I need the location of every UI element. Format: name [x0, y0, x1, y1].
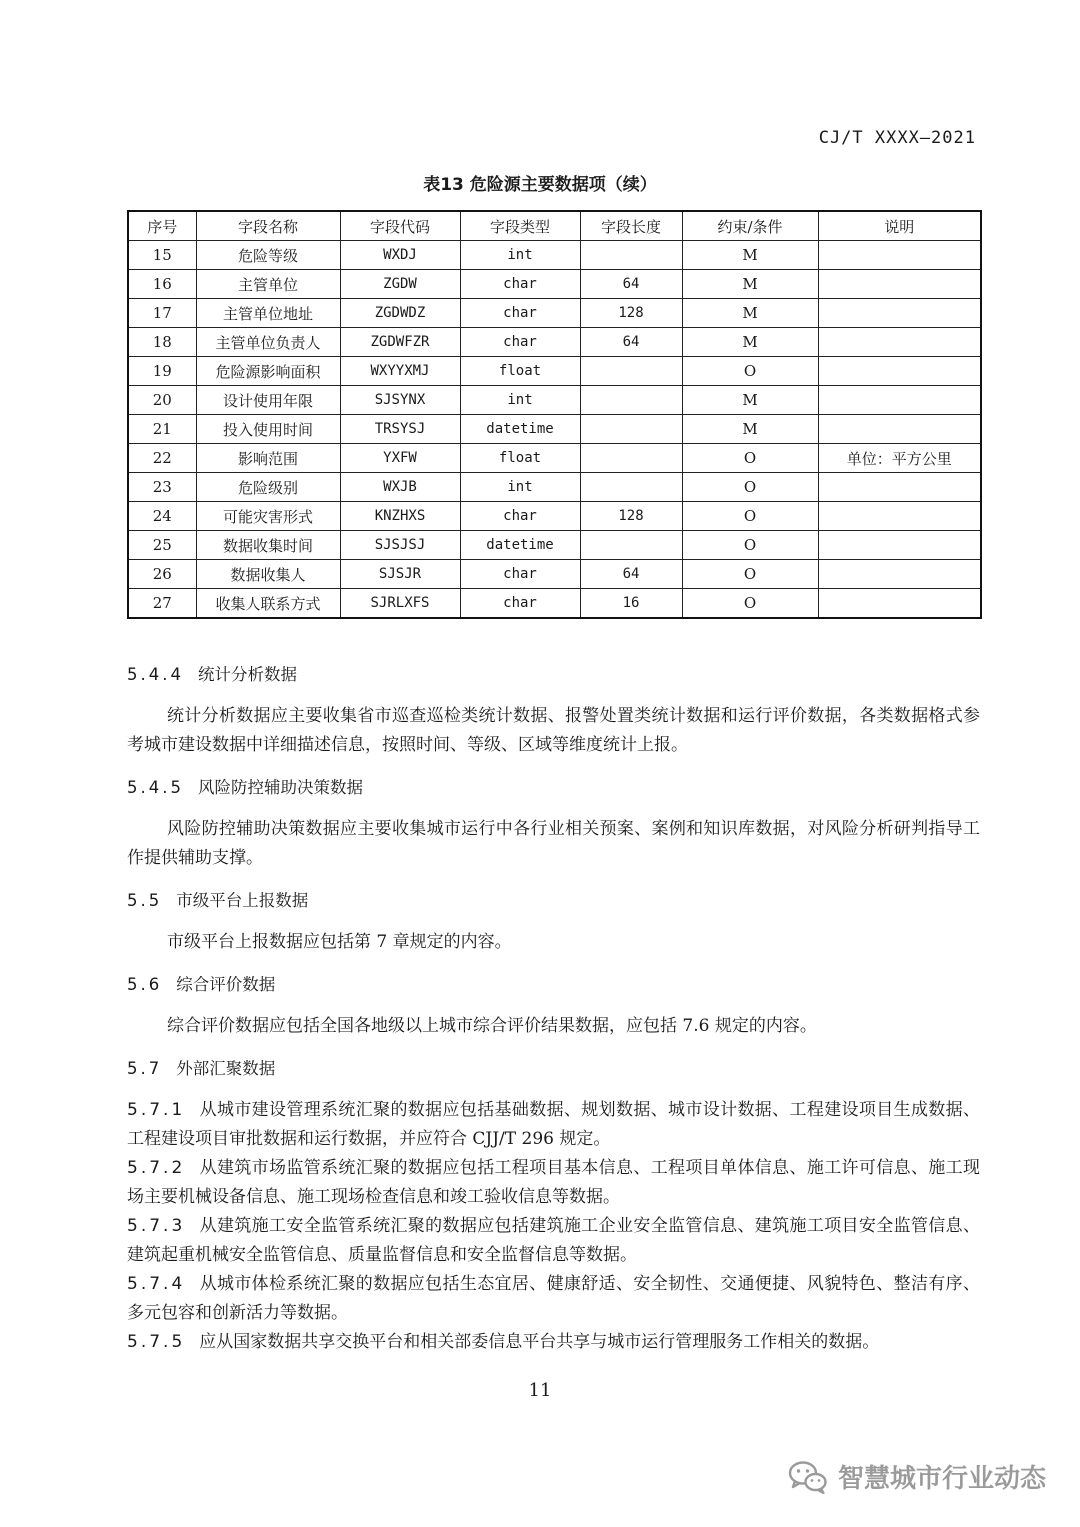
table-cell: 可能灾害形式 [196, 502, 340, 531]
table-cell: 15 [128, 241, 196, 270]
table-cell: ZGDWDZ [340, 299, 460, 328]
table-cell [818, 415, 981, 444]
table-row [128, 473, 981, 502]
section-number: 5.6 [127, 975, 163, 994]
table-cell: O [682, 473, 818, 502]
table-cell: M [682, 299, 818, 328]
table-cell [580, 473, 682, 502]
column-header: 约束/条件 [682, 211, 818, 241]
table-cell: TRSYSJ [340, 415, 460, 444]
item-number: 5.7.5 [127, 1332, 186, 1352]
table-cell: SJRLXFS [340, 589, 460, 619]
table-cell: M [682, 328, 818, 357]
table-cell: char [460, 328, 580, 357]
table-cell: datetime [460, 415, 580, 444]
table-cell [580, 444, 682, 473]
table-cell: O [682, 560, 818, 589]
table-cell [818, 502, 981, 531]
document-code: CJ/T XXXX—2021 [818, 128, 976, 148]
table-cell: 128 [580, 299, 682, 328]
section-heading [127, 773, 980, 802]
table-cell: 危险等级 [196, 241, 340, 270]
list-item [127, 1212, 980, 1270]
table-cell: 26 [128, 560, 196, 589]
table-row [128, 589, 981, 619]
table-row [128, 444, 981, 473]
list-item [127, 1328, 980, 1357]
table-cell [580, 415, 682, 444]
table-cell [580, 531, 682, 560]
list-item [127, 1270, 980, 1328]
section-title: 统计分析数据 [197, 665, 297, 684]
column-header: 字段长度 [580, 211, 682, 241]
table-cell: char [460, 589, 580, 619]
table-cell: 收集人联系方式 [196, 589, 340, 619]
table-cell: int [460, 473, 580, 502]
table-cell [580, 386, 682, 415]
page-number: 11 [528, 1380, 552, 1401]
table-cell: 27 [128, 589, 196, 619]
table-cell: KNZHXS [340, 502, 460, 531]
table-cell: SJSJR [340, 560, 460, 589]
table-cell: 21 [128, 415, 196, 444]
paragraph: 市级平台上报数据应包括第 7 章规定的内容。 [167, 932, 512, 952]
item-number: 5.7.3 [127, 1216, 186, 1236]
table-cell: 16 [128, 270, 196, 299]
table-cell [818, 357, 981, 386]
section-title: 外部汇聚数据 [176, 1059, 276, 1078]
table-cell: 主管单位 [196, 270, 340, 299]
table-cell: int [460, 241, 580, 270]
table-body [128, 241, 981, 619]
table-cell [580, 241, 682, 270]
table-cell [818, 270, 981, 299]
column-header: 序号 [128, 211, 196, 241]
table-cell: char [460, 299, 580, 328]
table-cell: SJSJSJ [340, 531, 460, 560]
table-cell [818, 589, 981, 619]
table-row [128, 531, 981, 560]
table-cell: 128 [580, 502, 682, 531]
table-cell: O [682, 531, 818, 560]
table-cell: 主管单位地址 [196, 299, 340, 328]
table-cell: 25 [128, 531, 196, 560]
item-text: 从城市建设管理系统汇聚的数据应包括基础数据、规划数据、城市设计数据、工程建设项目生成数据、工程建设项目审批数据和运行数据，并应符合 CJJ/T 296 规定。 [127, 1100, 980, 1149]
table-cell: float [460, 444, 580, 473]
table-cell: O [682, 502, 818, 531]
table-cell [818, 328, 981, 357]
table-cell: char [460, 270, 580, 299]
table-cell: O [682, 444, 818, 473]
table-cell: 22 [128, 444, 196, 473]
table-cell: 64 [580, 560, 682, 589]
table-cell: 主管单位负责人 [196, 328, 340, 357]
paragraph: 统计分析数据应主要收集省市巡查巡检类统计数据、报警处置类统计数据和运行评价数据，各类数据格式参考城市建设数据中详细描述信息，按照时间、等级、区域等维度统计上报。 [127, 706, 980, 755]
table-cell [580, 357, 682, 386]
table-cell: WXJB [340, 473, 460, 502]
table-cell: M [682, 386, 818, 415]
table-cell: 64 [580, 270, 682, 299]
section-heading [127, 1054, 980, 1083]
table-cell [818, 473, 981, 502]
item-number: 5.7.4 [127, 1274, 186, 1294]
item-text: 从建筑市场监管系统汇聚的数据应包括工程项目基本信息、工程项目单体信息、施工许可信息、施工现场主要机械设备信息、施工现场检查信息和竣工验收信息等数据。 [127, 1158, 980, 1207]
item-text: 从建筑施工安全监管系统汇聚的数据应包括建筑施工企业安全监管信息、建筑施工项目安全监管信息、建筑起重机械安全监管信息、质量监督信息和安全监督信息等数据。 [127, 1216, 980, 1265]
table-row [128, 415, 981, 444]
table-cell: 投入使用时间 [196, 415, 340, 444]
table-cell: datetime [460, 531, 580, 560]
table-cell [818, 560, 981, 589]
table-cell: 危险源影响面积 [196, 357, 340, 386]
table-row [128, 560, 981, 589]
table-cell [818, 386, 981, 415]
table-cell: M [682, 270, 818, 299]
table-row [128, 357, 981, 386]
table-cell [818, 299, 981, 328]
column-header: 说明 [818, 211, 981, 241]
section-number: 5.5 [127, 891, 163, 910]
table-row [128, 270, 981, 299]
table-cell: M [682, 241, 818, 270]
table-cell: SJSYNX [340, 386, 460, 415]
section-heading [127, 660, 980, 689]
section-title: 市级平台上报数据 [176, 891, 309, 910]
table-cell: 23 [128, 473, 196, 502]
section-title: 风险防控辅助决策数据 [197, 778, 363, 797]
table-cell: 20 [128, 386, 196, 415]
table-cell: 影响范围 [196, 444, 340, 473]
table-row [128, 241, 981, 270]
table-header-row [128, 211, 981, 241]
table-row [128, 502, 981, 531]
table-cell: 19 [128, 357, 196, 386]
body-text [127, 660, 980, 1357]
table-cell: 单位：平方公里 [818, 444, 981, 473]
section-number: 5.7 [127, 1059, 163, 1078]
item-text: 应从国家数据共享交换平台和相关部委信息平台共享与城市运行管理服务工作相关的数据。 [199, 1332, 880, 1352]
table-cell: 数据收集人 [196, 560, 340, 589]
hazard-data-table [127, 210, 982, 619]
column-header: 字段名称 [196, 211, 340, 241]
table-cell: float [460, 357, 580, 386]
section-heading [127, 970, 980, 999]
column-header: 字段代码 [340, 211, 460, 241]
item-text: 从城市体检系统汇聚的数据应包括生态宜居、健康舒适、安全韧性、交通便捷、风貌特色、整洁有序、多元包容和创新活力等数据。 [127, 1274, 980, 1323]
section-number: 5.4.5 [127, 778, 184, 797]
paragraph: 风险防控辅助决策数据应主要收集城市运行中各行业相关预案、案例和知识库数据，对风险分析研判指导工作提供辅助支撑。 [127, 819, 980, 868]
table-cell: O [682, 357, 818, 386]
table-cell: 64 [580, 328, 682, 357]
column-header: 字段类型 [460, 211, 580, 241]
section-number: 5.4.4 [127, 665, 184, 684]
table-cell: O [682, 589, 818, 619]
table-cell: WXYYXMJ [340, 357, 460, 386]
table-cell: 数据收集时间 [196, 531, 340, 560]
item-number: 5.7.1 [127, 1100, 186, 1120]
table-cell [818, 531, 981, 560]
list-item [127, 1154, 980, 1212]
paragraph: 综合评价数据应包括全国各地级以上城市综合评价结果数据，应包括 7.6 规定的内容。 [167, 1016, 817, 1036]
table-cell: ZGDW [340, 270, 460, 299]
table-cell: char [460, 560, 580, 589]
table-row [128, 328, 981, 357]
table-cell: char [460, 502, 580, 531]
table-cell: 危险级别 [196, 473, 340, 502]
table-cell: WXDJ [340, 241, 460, 270]
table-row [128, 299, 981, 328]
table-cell [818, 241, 981, 270]
table-title: 表13 危险源主要数据项（续） [423, 175, 657, 195]
table-cell: int [460, 386, 580, 415]
table-cell: 16 [580, 589, 682, 619]
table-cell: M [682, 415, 818, 444]
table-cell: 17 [128, 299, 196, 328]
table-cell: 24 [128, 502, 196, 531]
watermark-text: 智慧城市行业动态 [837, 1464, 1046, 1494]
item-number: 5.7.2 [127, 1158, 186, 1178]
table-cell: ZGDWFZR [340, 328, 460, 357]
watermark [788, 1458, 1046, 1495]
section-title: 综合评价数据 [176, 975, 276, 994]
table-cell: 18 [128, 328, 196, 357]
table-row [128, 386, 981, 415]
wechat-icon [788, 1460, 828, 1494]
section-heading [127, 886, 980, 915]
table-cell: 设计使用年限 [196, 386, 340, 415]
table-cell: YXFW [340, 444, 460, 473]
list-item [127, 1096, 980, 1154]
